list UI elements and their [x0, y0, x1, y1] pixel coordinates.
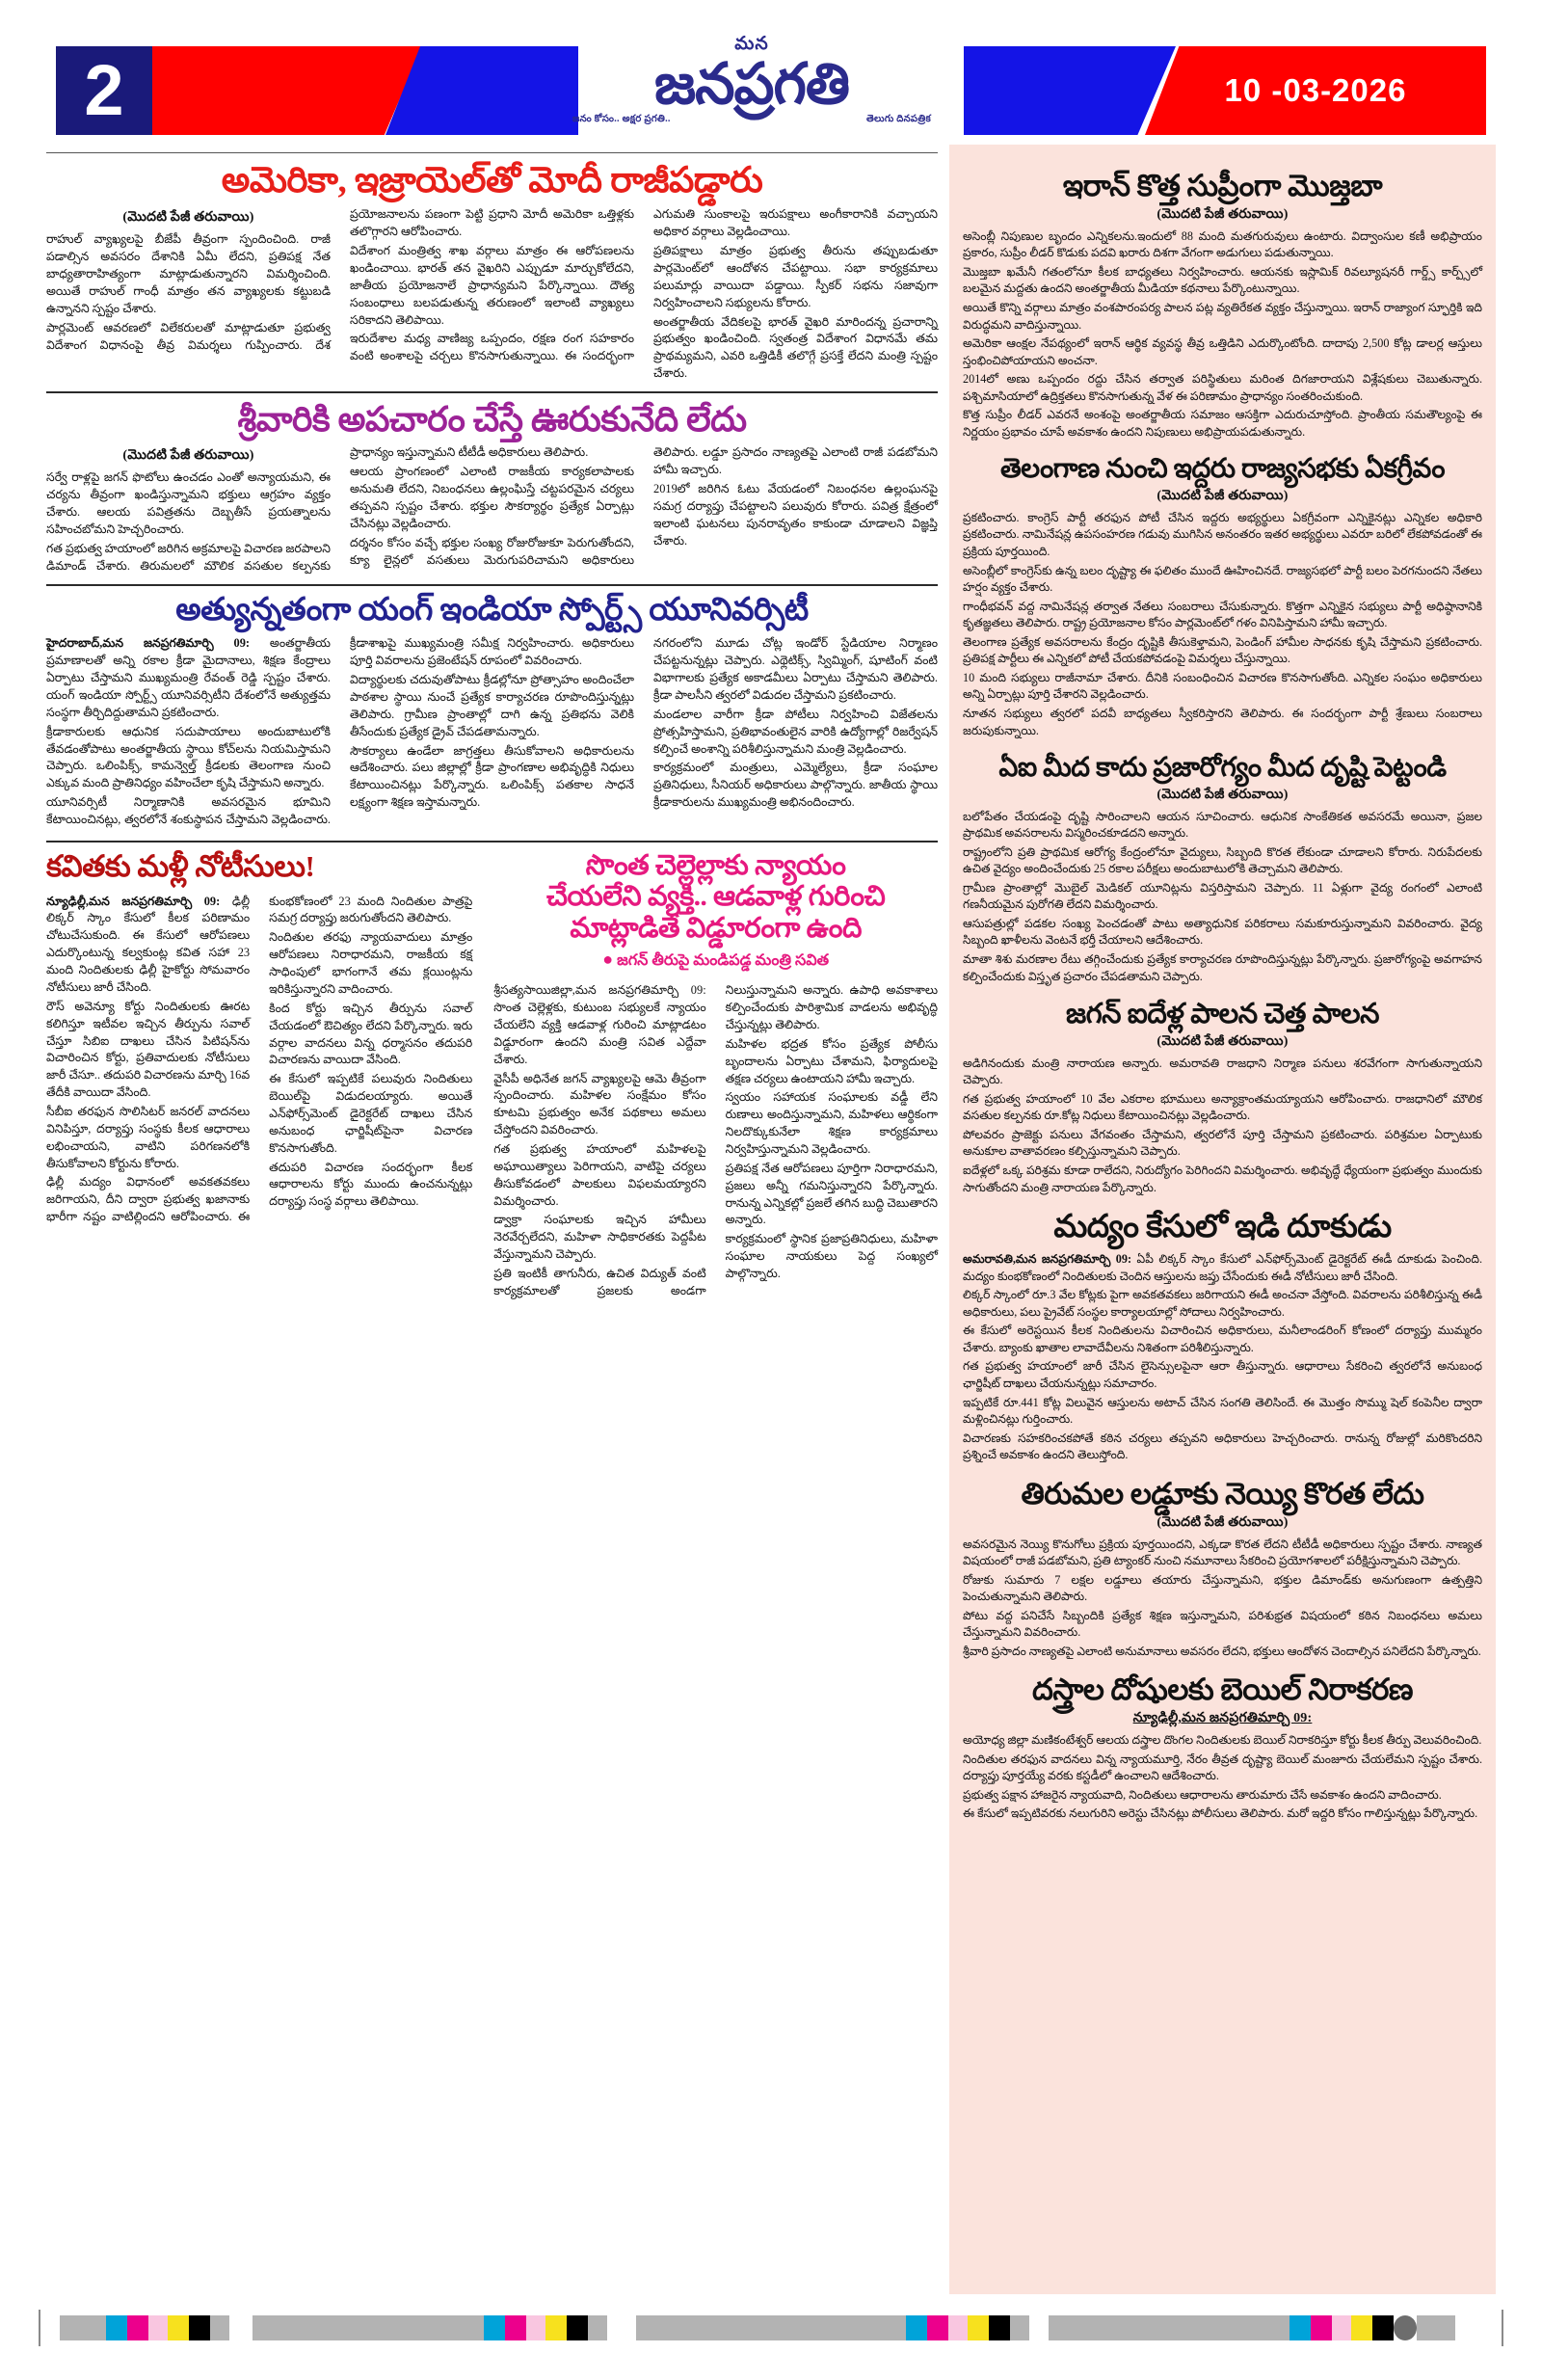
headline-jagan-five-year-rule: జగన్ ఐదేళ్ల పాలన చెత్త పాలన	[1066, 999, 1379, 1030]
cb-magenta-4	[1311, 2315, 1332, 2340]
cb-magenta-1	[127, 2315, 148, 2340]
continued-label-iran: (మొదటి పేజీ తరువాయి)	[1156, 206, 1289, 222]
cb-gray-1	[60, 2315, 106, 2340]
story-bail-rejected	[963, 1673, 1482, 1825]
logo-title-text: జనప్రగతి	[653, 52, 850, 116]
dateline-ed: అమరావతి,మన జనప్రగతిమార్చి 09:	[963, 1252, 1132, 1267]
headline-kavitha-notices: కవితకు మళ్లీ నోటీసులు!	[46, 848, 315, 883]
cb-black-1	[189, 2315, 210, 2340]
cb-black-4	[1372, 2315, 1394, 2340]
cb-cyan-4	[1289, 2315, 1311, 2340]
cb-black-3	[989, 2315, 1010, 2340]
story-kavitha-notices	[46, 850, 472, 1300]
story-body-1: రాహుల్ వ్యాఖ్యలపై బీజేపీ తీవ్రంగా స్పందించింది. రాజీ పడాల్సిన అవసరం దేశానికి ఏమీ లేదని, ప్రతిపక్ష నేత బాధ్యతారాహిత్యంగా మాట్లాడుతున్నారని విమర్శించింది. అయితే రాహుల్ గాంధీ మాత్రం తన వ్యాఖ్యలకు కట్టుబడి ఉన్నానని స్పష్టం చేశారు. పార్లమెంట్ ఆవరణలో విలేకరులతో మాట్లాడుతూ ప్రభుత్వ విదేశాంగ విధానంపై తీవ్ర విమర్శలు గుప్పించారు. దేశ ప్రయోజనాలను పణంగా పెట్టి ప్రధాని మోదీ అమెరికా ఒత్తిళ్లకు తలొగ్గారని ఆరోపించారు. విదేశాంగ మంత్రిత్వ శాఖ వర్గాలు మాత్రం ఈ ఆరోపణలను ఖండించాయి. భారత్ తన వైఖరిని ఎప్పుడూ మార్చుకోలేదని, జాతీయ ప్రయోజనాలే ప్రాధాన్యమని పేర్కొన్నాయి. దౌత్య సంబంధాలు బలపడుతున్న తరుణంలో ఇలాంటి వ్యాఖ్యలు సరికాదని తెలిపాయి. ఇరుదేశాల మధ్య వాణిజ్య ఒప్పందం, రక్షణ రంగ సహకారం వంటి అంశాలపై చర్చలు కొనసాగుతున్నాయి. ఈ సందర్భంగా ఎగుమతి సుంకాలపై ఇరుపక్షాలు అంగీకారానికి వచ్చాయని అధికార వర్గాలు వెల్లడించాయి. ప్రతిపక్షాలు మాత్రం ప్రభుత్వ తీరును తప్పుబడుతూ పార్లమెంట్‌లో ఆందోళన చేపట్టాయి. సభా కార్యక్రమాలు పలుమార్లు వాయిదా పడ్డాయి. స్పీకర్ సభను సజావుగా నిర్వహించాలని సభ్యులను కోరారు. అంతర్జాతీయ వేదికలపై భారత్ వైఖరి మారిందన్న ప్రచారాన్ని ప్రభుత్వం ఖండించింది. స్వతంత్ర విదేశాంగ విధానమే తమ ప్రాథమ్యమని, ఎవరి ఒత్తిడికీ తలొగ్గే ప్రసక్తే లేదని మంత్రి స్పష్టం చేశారు.	[46, 207, 938, 381]
story-body-ed: అమరావతి,మన జనప్రగతిమార్చి 09: ఏపీ లిక్కర్ స్కాం కేసులో ఎన్‌ఫోర్స్‌మెంట్ డైరెక్టరేట్ ఈడీ దూకుడు పెంచింది. మద్యం కుంభకోణంలో నిందితులకు చెందిన ఆస్తులను జప్తు చేసేందుకు ఈడీ నోటీసులు జారీ చేసింది. లిక్కర్ స్కాంలో రూ.3 వేల కోట్లకు పైగా అవకతవకలు జరిగాయని ఈడీ అంచనా వేస్తోంది. వివరాలను పరిశీలిస్తున్న ఈడీ అధికారులు, పలు ప్రైవేట్ సంస్థల కార్యాలయాల్లో సోదాలు నిర్వహించారు. ఈ కేసులో అరెస్టయిన కీలక నిందితులను విచారించిన అధికారులు, మనీలాండరింగ్ కోణంలో దర్యాప్తు ముమ్మరం చేశారు. బ్యాంకు ఖాతాల లావాదేవీలను నిశితంగా పరిశీలిస్తున్నారు. గత ప్రభుత్వ హయాంలో జారీ చేసిన లైసెన్సులపైనా ఆరా తీస్తున్నారు. ఆధారాలు సేకరించి త్వరలోనే అనుబంధ ఛార్జిషీట్ దాఖలు చేయనున్నట్లు సమాచారం. ఇప్పటికే రూ.441 కోట్ల విలువైన ఆస్తులను అటాచ్ చేసిన సంగతి తెలిసిందే. ఈ మొత్తం సొమ్ము షెల్ కంపెనీల ద్వారా మళ్లించినట్లు గుర్తించారు. విచారణకు సహకరించకపోతే కఠిన చర్యలు తప్పవని అధికారులు హెచ్చరించారు. రానున్న రోజుల్లో మరికొందరిని ప్రశ్నించే అవకాశం ఉందని తెలుస్తోంది.	[963, 1252, 1482, 1462]
headline-modi-us-israel: అమెరికా, ఇజ్రాయెల్‌తో మోదీ రాజీపడ్డారు	[221, 161, 763, 201]
continued-label-health: (మొదటి పేజీ తరువాయి)	[1156, 787, 1289, 802]
cb-yellow-3	[968, 2315, 989, 2340]
story-body-kavitha: న్యూఢిల్లీ,మన జనప్రగతిమార్చి 09: ఢిల్లీ లిక్కర్ స్కాం కేసులో కీలక పరిణామం చోటుచేసుకుంది. ఈ కేసులో ఆరోపణలు ఎదుర్కొంటున్న కల్వకుంట్ల కవిత సహా 23 మంది నిందితులకు ఢిల్లీ హైకోర్టు సోమవారం నోటీసులు జారీ చేసింది. రౌస్ అవెన్యూ కోర్టు నిందితులకు ఊరట కలిగిస్తూ ఇటీవల ఇచ్చిన తీర్పును సవాల్ చేస్తూ సిబిఐ దాఖలు చేసిన పిటిషన్‌ను విచారించిన కోర్టు, ప్రతివాదులకు నోటీసులు జారీ చేసూ.. తదుపరి విచారణను మార్చి 16వ తేదీకి వాయిదా వేసింది. సీబీఐ తరఫున సొలిసిటర్ జనరల్ వాదనలు వినిపిస్తూ, దర్యాప్తు సంస్థకు కీలక ఆధారాలు లభించాయని, వాటిని పరిగణనలోకి తీసుకోవాలని కోర్టును కోరారు. ఢిల్లీ మద్యం విధానంలో అవకతవకలు జరిగాయని, దీని ద్వారా ప్రభుత్వ ఖజానాకు భారీగా నష్టం వాటిల్లిందని ఆరోపించారు. ఈ కుంభకోణంలో 23 మంది నిందితుల పాత్రపై సమగ్ర దర్యాప్తు జరుగుతోందని తెలిపారు. నిందితుల తరఫు న్యాయవాదులు మాత్రం ఆరోపణలు నిరాధారమని, రాజకీయ కక్ష సాధింపులో భాగంగానే తమ క్లయింట్లను ఇరికిస్తున్నారని వాదించారు. కింద కోర్టు ఇచ్చిన తీర్పును సవాల్ చేయడంలో ఔచిత్యం లేదని పేర్కొన్నారు. ఇరు వర్గాల వాదనలు విన్న ధర్మాసనం తదుపరి విచారణను వాయిదా వేసింది. ఈ కేసులో ఇప్పటికే పలువురు నిందితులు బెయిల్‌పై విడుదలయ్యారు. అయితే ఎన్‌ఫోర్స్‌మెంట్ డైరెక్టరేట్ దాఖలు చేసిన అనుబంధ ఛార్జిషీట్‌పైనా విచారణ కొనసాగుతోంది. తదుపరి విచారణ సందర్భంగా కీలక ఆధారాలను కోర్టు ముందు ఉంచనున్నట్లు దర్యాప్తు సంస్థ వర్గాలు తెలిపాయి.	[46, 894, 473, 1224]
continued-label-rajyasabha: (మొదటి పేజీ తరువాయి)	[1156, 488, 1289, 503]
story-body-health: బలోపేతం చేయడంపై దృష్టి సారించాలని ఆయన సూచించారు. ఆధునిక సాంకేతికత అవసరమే అయినా, ప్రజల ప్రాథమిక అవసరాలను విస్మరించకూడదని అన్నారు. రాష్ట్రంలోని ప్రతి ప్రాథమిక ఆరోగ్య కేంద్రంలోనూ వైద్యులు, సిబ్బంది కొరత లేకుండా చూడాలని కోరారు. నిరుపేదలకు ఉచిత వైద్యం అందించేందుకు 25 రకాల పరీక్షలు అందుబాటులోకి తెచ్చామని తెలిపారు. గ్రామీణ ప్రాంతాల్లో మొబైల్ మెడికల్ యూనిట్లను విస్తరిస్తామని చెప్పారు. 11 ఏళ్లుగా వైద్య రంగంలో ఎలాంటి గణనీయమైన పురోగతి లేదని విమర్శించారు. ఆసుపత్రుల్లో పడకల సంఖ్య పెంచడంతో పాటు అత్యాధునిక పరికరాలు సమకూరుస్తున్నామని వివరించారు. వైద్య సిబ్బంది ఖాళీలను వెంటనే భర్తీ చేయాలని ఆదేశించారు. మాతా శిశు మరణాల రేటు తగ్గించేందుకు ప్రత్యేక కార్యాచరణ రూపొందిస్తున్నట్లు పేర్కొన్నారు. ప్రజారోగ్యంపై అవగాహన కల్పించేందుకు విస్తృత ప్రచారం చేపడతామని చెప్పారు.	[963, 809, 1482, 983]
cb-yellow-2	[545, 2315, 567, 2340]
logo-prefix-text: మన	[734, 34, 769, 54]
story-modi-us-israel	[46, 152, 938, 383]
story-minister-savitha	[493, 850, 938, 1300]
publication-date: 10 -03-2026	[1224, 72, 1407, 108]
left-news-zone	[46, 145, 938, 2294]
headline-ai-public-health: ఏఐ మీద కాదు ప్రజారోగ్యం మీద దృష్టి పెట్టండి	[998, 753, 1447, 784]
headline-iran-supreme-leader: ఇరాన్ కొత్త సుప్రీంగా మొజ్తబా	[1062, 169, 1383, 202]
right-news-zone	[949, 145, 1496, 2294]
dateline-kavitha: న్యూఢిల్లీ,మన జనప్రగతిమార్చి 09:	[46, 894, 221, 908]
bottom-stories-row	[46, 850, 938, 1300]
dateline-3: హైదరాబాద్,మన జనప్రగతిమార్చి 09:	[46, 636, 251, 651]
story-young-india-sports-university	[46, 584, 938, 829]
cb-black-2	[567, 2315, 588, 2340]
continued-label-tirumala: (మొదటి పేజీ తరువాయి)	[1156, 1514, 1289, 1530]
headline-minister-savitha-line2: చేయలేని వ్యక్తి.. ఆడవాళ్ల గురించి	[545, 881, 886, 913]
headline-ed-liquor-case: మద్యం కేసులో ఇడి దూకుడు	[1053, 1210, 1392, 1245]
headline-telangana-rajyasabha: తెలంగాణ నుంచి ఇద్దరు రాజ్యసభకు ఏకగ్రీవం	[999, 454, 1446, 485]
cb-gray-3b	[1010, 2315, 1029, 2340]
cb-lightmagenta-4	[1332, 2315, 1351, 2340]
cmyk-registration-bar	[0, 2315, 1542, 2340]
cb-gray-2b	[588, 2315, 607, 2340]
cb-lightmagenta-1	[148, 2315, 168, 2340]
kicker-minister-savitha: ● జగన్ తీరుపై మండిపడ్డ మంత్రి సవిత	[602, 949, 830, 970]
cb-cyan-3	[906, 2315, 927, 2340]
cb-cyan-2	[484, 2315, 505, 2340]
headline-tirumala-ghee: తిరుమల లడ్డూకు నెయ్యి కొరత లేదు	[1021, 1476, 1424, 1511]
story-srivari-apacharam	[46, 391, 938, 575]
headline-bail-rejected: దస్త్రాల దోషులకు బెయిల్ నిరాకరణ	[1031, 1672, 1414, 1707]
cb-yellow-4	[1351, 2315, 1372, 2340]
cb-lightmagenta-3	[948, 2315, 968, 2340]
cb-magenta-2	[505, 2315, 526, 2340]
continued-label-1: (మొదటి పేజీ తరువాయి)	[122, 210, 254, 226]
story-body-tirumala: అవసరమైన నెయ్యి కొనుగోలు ప్రక్రియ పూర్తయిందని, ఎక్కడా కొరత లేదని టీటీడీ అధికారులు స్పష్టం చేశారు. నాణ్యత విషయంలో రాజీ పడబోమని, ప్రతి ట్యాంకర్ నుంచి నమూనాలు సేకరించి ప్రయోగశాలలో పరీక్షిస్తున్నామని చెప్పారు. రోజుకు సుమారు 7 లక్షల లడ్డూలు తయారు చేస్తున్నామని, భక్తుల డిమాండ్‌కు అనుగుణంగా ఉత్పత్తిని పెంచుతున్నామని తెలిపారు. పోటు వద్ద పనిచేసే సిబ్బందికి ప్రత్యేక శిక్షణ ఇస్తున్నామని, పరిశుభ్రత విషయంలో కఠిన నిబంధనలు అమలు చేస్తున్నామని వివరించారు. శ్రీవారి ప్రసాదం నాణ్యతపై ఎలాంటి అనుమానాలు అవసరం లేదని, భక్తులు ఆందోళన చెందాల్సిన పనిలేదని పేర్కొన్నారు.	[963, 1537, 1482, 1658]
page-number: 2	[56, 46, 152, 135]
continued-label-jagan: (మొదటి పేజీ తరువాయి)	[1156, 1033, 1289, 1049]
story-body-bail: అయోధ్య జిల్లా మణికంటేశ్వర్ ఆలయ దస్త్రాల దొంగల నిందితులకు బెయిల్ నిరాకరిస్తూ కోర్టు కీలక తీర్పు వెలువరించింది. నిందితుల తరఫున వాదనలు విన్న న్యాయమూర్తి, నేరం తీవ్రత దృష్ట్యా బెయిల్ మంజూరు చేయలేమని స్పష్టం చేశారు. దర్యాప్తు పూర్తయ్యే వరకు కస్టడీలో ఉంచాలని ఆదేశించారు. ప్రభుత్వ పక్షాన హాజరైన న్యాయవాది, నిందితులు ఆధారాలను తారుమారు చేసే అవకాశం ఉందని వాదించారు. ఈ కేసులో ఇప్పటివరకు నలుగురిని అరెస్టు చేసినట్లు పోలీసులు తెలిపారు. మరో ఇద్దరి కోసం గాలిస్తున్నట్లు పేర్కొన్నారు.	[963, 1733, 1482, 1821]
story-ed-liquor-case	[963, 1210, 1482, 1466]
cb-gray-4b	[1417, 2315, 1455, 2340]
cb-magenta-3	[927, 2315, 948, 2340]
story-ai-public-health	[963, 753, 1482, 987]
masthead-blue-band-right	[964, 46, 1176, 135]
bullet-dot-icon: ●	[602, 949, 614, 970]
registration-mark-right	[1502, 2310, 1503, 2346]
cb-gray-2	[253, 2315, 484, 2340]
headline-minister-savitha-line1: సొంత చెల్లెల్లాకు న్యాయం	[585, 849, 846, 881]
story-body-rajyasabha: ప్రకటించారు. కాంగ్రెస్ పార్టీ తరఫున పోటీ చేసిన ఇద్దరు అభ్యర్థులు ఏకగ్రీవంగా ఎన్నికైనట్లు ఎన్నికల అధికారి ప్రకటించారు. నామినేషన్ల ఉపసంహరణ గడువు ముగిసిన అనంతరం ఇతర అభ్యర్థులు ఎవరూ బరిలో లేకపోవడంతో ఈ ప్రక్రియ పూర్తయింది. అసెంబ్లీలో కాంగ్రెస్‌కు ఉన్న బలం దృష్ట్యా ఈ ఫలితం ముందే ఊహించినదే. రాజ్యసభలో పార్టీ బలం పెరగనుందని నేతలు హర్షం వ్యక్తం చేశారు. గాంధీభవన్ వద్ద నామినేషన్ల తర్వాత నేతలు సంబరాలు చేసుకున్నారు. కొత్తగా ఎన్నికైన సభ్యులు పార్టీ అధిష్ఠానానికి కృతజ్ఞతలు తెలిపారు. రాష్ట్ర ప్రయోజనాల కోసం పార్లమెంట్‌లో గళం వినిపిస్తామని హామీ ఇచ్చారు. తెలంగాణ ప్రత్యేక అవసరాలను కేంద్రం దృష్టికి తీసుకెళ్తామని, పెండింగ్ హామీల సాధనకు కృషి చేస్తామని ప్రకటించారు. ప్రతిపక్ష పార్టీలు ఈ ఎన్నికలో పోటీ చేయకపోవడంపై విమర్శలు చేస్తున్నాయి. 10 మంది సభ్యులు రాజీనామా చేశారు. దీనికి సంబంధించిన విచారణ కొనసాగుతోంది. ఎన్నికల సంఘం అధికారులు అన్ని ఏర్పాట్లు పూర్తి చేశారని వెల్లడించారు. నూతన సభ్యులు త్వరలో పదవీ బాధ్యతలు స్వీకరిస్తారని తెలిపారు. ఈ సందర్భంగా పార్టీ శ్రేణులు సంబరాలు జరుపుకున్నాయి.	[963, 510, 1482, 737]
logo-tagline-left: జనం కోసం.. అక్షర ప్రగతి..	[572, 114, 671, 124]
continued-label-2: (మొదటి పేజీ తరువాయి)	[122, 448, 254, 464]
cb-cyan-1	[106, 2315, 127, 2340]
cb-gray-4	[1049, 2315, 1289, 2340]
logo-tagline-right: తెలుగు దినపత్రిక	[865, 114, 931, 124]
cb-gray-1b	[210, 2315, 229, 2340]
dateline-bail: న్యూఢిల్లీ,మన జనప్రగతిమార్చి 09:	[1132, 1711, 1313, 1726]
cb-yellow-1	[168, 2315, 189, 2340]
cb-lightmagenta-2	[526, 2315, 545, 2340]
story-body-2: సర్వే రాళ్లపై జగన్ ఫొటోలు ఉంచడం ఎంతో అన్యాయమని, ఈ చర్యను తీవ్రంగా ఖండిస్తున్నామని భక్తులు ఆగ్రహం వ్యక్తం చేశారు. ఆలయ పవిత్రతను దెబ్బతీసే ప్రయత్నాలను సహించబోమని హెచ్చరించారు. గత ప్రభుత్వ హయాంలో జరిగిన అక్రమాలపై విచారణ జరపాలని డిమాండ్ చేశారు. తిరుమలలో మౌలిక వసతుల కల్పనకు ప్రాధాన్యం ఇస్తున్నామని టీటీడీ అధికారులు తెలిపారు. ఆలయ ప్రాంగణంలో ఎలాంటి రాజకీయ కార్యకలాపాలకు అనుమతి లేదని, నిబంధనలు ఉల్లంఘిస్తే చట్టపరమైన చర్యలు తప్పవని స్పష్టం చేశారు. భక్తుల సౌకర్యార్థం ప్రత్యేక ఏర్పాట్లు చేసినట్లు వెల్లడించారు. దర్శనం కోసం వచ్చే భక్తుల సంఖ్య రోజురోజుకూ పెరుగుతోందని, క్యూ లైన్లలో వసతులు మెరుగుపరిచామని అధికారులు తెలిపారు. లడ్డూ ప్రసాదం నాణ్యతపై ఎలాంటి రాజీ పడబోమని హామీ ఇచ్చారు. 2019లో జరిగిన ఓటు వేయడంలో నిబంధనల ఉల్లంఘనపై సమగ్ర దర్యాప్తు చేపట్టాలని పలువురు కోరారు. పవిత్ర క్షేత్రంలో ఇలాంటి ఘటనలు పునరావృతం కాకుండా చూడాలని విజ్ఞప్తి చేశారు.	[46, 445, 938, 573]
cb-dot-gray	[1394, 2315, 1417, 2340]
story-body-iran: అసెంబ్లీ నిపుణుల బృందం ఎన్నికలను.ఇందులో 88 మంది మతగురువులు ఉంటారు. విద్వాంసుల కణీ అభిప్రాయం ప్రకారం, సుప్రీం లీడర్ కొడుకు పదవి ఖరారు దిశగా వేగంగా అడుగులు పడుతున్నాయి. మొజ్తబా ఖమేనీ గతంలోనూ కీలక బాధ్యతలు నిర్వహించారు. ఆయనకు ఇస్లామిక్ రివల్యూషనరీ గార్డ్స్ కార్ప్స్‌లో బలమైన మద్దతు ఉందని అంతర్జాతీయ మీడియా కథనాలు పేర్కొంటున్నాయి. అయితే కొన్ని వర్గాలు మాత్రం వంశపారంపర్య పాలన పట్ల వ్యతిరేకత వ్యక్తం చేస్తున్నాయి. ఇరాన్ రాజ్యాంగ స్ఫూర్తికి ఇది విరుద్ధమని వాదిస్తున్నాయి. అమెరికా ఆంక్షల నేపథ్యంలో ఇరాన్ ఆర్థిక వ్యవస్థ తీవ్ర ఒత్తిడిని ఎదుర్కొంటోంది. దాదాపు 2,500 కోట్ల డాలర్ల ఆస్తులు స్తంభించిపోయాయని అంచనా. 2014లో అణు ఒప్పందం రద్దు చేసిన తర్వాత పరిస్థితులు మరింత దిగజారాయని విశ్లేషకులు చెబుతున్నారు. పశ్చిమాసియాలో ఉద్రిక్తతలు కొనసాగుతున్న వేళ ఈ పరిణామం ప్రాధాన్యం సంతరించుకుంది. కొత్త సుప్రీం లీడర్ ఎవరనే అంశంపై అంతర్జాతీయ సమాజం ఆసక్తిగా ఎదురుచూస్తోంది. ప్రాంతీయ సమతౌల్యంపై ఈ నిర్ణయం ప్రభావం చూపే అవకాశం ఉందని నిపుణులు అభిప్రాయపడుతున్నారు.	[963, 228, 1482, 439]
headline-srivari-apacharam: శ్రీవారికి అపచారం చేస్తే ఊరుకునేది లేదు	[237, 400, 747, 440]
story-body-jagan: అడిగినందుకు మంత్రి నారాయణ అన్నారు. అమరావతి రాజధాని నిర్మాణ పనులు శరవేగంగా సాగుతున్నాయని చెప్పారు. గత ప్రభుత్వ హయాంలో 10 వేల ఎకరాల భూములు అన్యాక్రాంతమయ్యాయని ఆరోపించారు. రాజధానిలో మౌలిక వసతుల కల్పనకు రూ.కోట్ల నిధులు కేటాయించినట్లు వెల్లడించారు. పోలవరం ప్రాజెక్టు పనులు వేగవంతం చేస్తామని, త్వరలోనే పూర్తి చేస్తామని ప్రకటించారు. పరిశ్రమల ఏర్పాటుకు అనుకూల వాతావరణం కల్పిస్తున్నామని చెప్పారు. ఐదేళ్లలో ఒక్క పరిశ్రమ కూడా రాలేదని, నిరుద్యోగం పెరిగిందని విమర్శించారు. అభివృద్ధే ధ్యేయంగా ప్రభుత్వం ముందుకు సాగుతోందని మంత్రి నారాయణ పేర్కొన్నారు.	[963, 1056, 1482, 1194]
story-tirumala-ghee	[963, 1478, 1482, 1663]
masthead-red-band-left	[152, 46, 422, 135]
story-iran-supreme-leader	[963, 170, 1482, 442]
story-body-savitha: శ్రీసత్యసాయిజిల్లా,మన జనప్రగతిమార్చి 09: సొంత చెల్లెళ్లకు, కుటుంబ సభ్యులకే న్యాయం చేయలేని వ్యక్తి ఆడవాళ్ల గురించి మాట్లాడటం విడ్డూరంగా ఉందని మంత్రి సవిత ఎద్దేవా చేశారు. వైసీపీ అధినేత జగన్ వ్యాఖ్యలపై ఆమె తీవ్రంగా స్పందించారు. మహిళల సంక్షేమం కోసం కూటమి ప్రభుత్వం అనేక పథకాలు అమలు చేస్తోందని వివరించారు. గత ప్రభుత్వ హయాంలో మహిళలపై అఘాయిత్యాలు పెరిగాయని, వాటిపై చర్యలు తీసుకోవడంలో పాలకులు విఫలమయ్యారని విమర్శించారు. డ్వాక్రా సంఘాలకు ఇచ్చిన హామీలు నెరవేర్చలేదని, మహిళా సాధికారతకు పెద్దపీట వేస్తున్నామని చెప్పారు. ప్రతి ఇంటికీ తాగునీరు, ఉచిత విద్యుత్ వంటి కార్యక్రమాలతో ప్రజలకు అండగా నిలుస్తున్నామని అన్నారు. ఉపాధి అవకాశాలు కల్పించేందుకు పారిశ్రామిక వాడలను అభివృద్ధి చేస్తున్నట్లు తెలిపారు. మహిళల భద్రత కోసం ప్రత్యేక పోలీసు బృందాలను ఏర్పాటు చేశామని, ఫిర్యాదులపై తక్షణ చర్యలు ఉంటాయని హామీ ఇచ్చారు. స్వయం సహాయక సంఘాలకు వడ్డీ లేని రుణాలు అందిస్తున్నామని, మహిళలు ఆర్థికంగా నిలదొక్కుకునేలా శిక్షణ కార్యక్రమాలు నిర్వహిస్తున్నామని వెల్లడించారు. ప్రతిపక్ష నేత ఆరోపణలు పూర్తిగా నిరాధారమని, ప్రజలు అన్నీ గమనిస్తున్నారని పేర్కొన్నారు. రానున్న ఎన్నికల్లో ప్రజలే తగిన బుద్ధి చెబుతారని అన్నారు. కార్యక్రమంలో స్థానిక ప్రజాప్రతినిధులు, మహిళా సంఘాల నాయకులు పెద్ద సంఖ్యలో పాల్గొన్నారు.	[493, 983, 938, 1297]
headline-minister-savitha-line3: మాట్లాడితే విడ్డూరంగా ఉంది	[570, 912, 862, 944]
story-body-3: హైదరాబాద్,మన జనప్రగతిమార్చి 09: అంతర్జాతీయ ప్రమాణాలతో అన్ని రకాల క్రీడా మైదానాలు, శిక్షణ కేంద్రాలు ఏర్పాటు చేస్తామని ముఖ్యమంత్రి రేవంత్ రెడ్డి స్పష్టం చేశారు. యంగ్ ఇండియా స్పోర్ట్స్ యూనివర్సిటీని దేశంలోనే అత్యుత్తమ సంస్థగా తీర్చిదిద్దుతామని ప్రకటించారు. క్రీడాకారులకు ఆధునిక సదుపాయాలు అందుబాటులోకి తేవడంతోపాటు అంతర్జాతీయ స్థాయి కోచ్‌లను నియమిస్తామని చెప్పారు. ఒలింపిక్స్, కామన్వెల్త్ క్రీడలకు తెలంగాణ నుంచి ఎక్కువ మంది ప్రాతినిధ్యం వహించేలా కృషి చేస్తామని అన్నారు. యూనివర్సిటీ నిర్మాణానికి అవసరమైన భూమిని కేటాయించినట్లు, త్వరలోనే శంకుస్థాపన చేస్తామని వెల్లడించారు. క్రీడాశాఖపై ముఖ్యమంత్రి సమీక్ష నిర్వహించారు. అధికారులు పూర్తి వివరాలను ప్రజెంటేషన్ రూపంలో వివరించారు. విద్యార్థులకు చదువుతోపాటు క్రీడల్లోనూ ప్రోత్సాహం అందించేలా పాఠశాల స్థాయి నుంచే ప్రత్యేక కార్యాచరణ రూపొందిస్తున్నట్లు తెలిపారు. గ్రామీణ ప్రాంతాల్లో దాగి ఉన్న ప్రతిభను వెలికి తీసేందుకు ప్రత్యేక డ్రైవ్ చేపడతామన్నారు. సౌకర్యాలు ఉండేలా జాగ్రత్తలు తీసుకోవాలని అధికారులను ఆదేశించారు. పలు జిల్లాల్లో క్రీడా ప్రాంగణాల అభివృద్ధికి నిధులు కేటాయించినట్లు పేర్కొన్నారు. ఒలింపిక్స్ పతకాల సాధనే లక్ష్యంగా శిక్షణ ఇస్తామన్నారు. నగరంలోని మూడు చోట్ల ఇండోర్ స్టేడియాల నిర్మాణం చేపట్టనున్నట్లు చెప్పారు. ఎథ్లెటిక్స్, స్విమ్మింగ్, షూటింగ్ వంటి విభాగాలకు ప్రత్యేక అకాడమీలు ఏర్పాటు చేస్తామని తెలిపారు. క్రీడా పాలసీని త్వరలో విడుదల చేస్తామని ప్రకటించారు. మండలాల వారీగా క్రీడా పోటీలు నిర్వహించి విజేతలను ప్రోత్సహిస్తామని, ప్రతిభావంతులైన వారికి ఉద్యోగాల్లో రిజర్వేషన్ కల్పించే అంశాన్ని పరిశీలిస్తున్నామని మంత్రి వెల్లడించారు. కార్యక్రమంలో మంత్రులు, ఎమ్మెల్యేలు, క్రీడా సంఘాల ప్రతినిధులు, సీనియర్ అధికారులు పాల్గొన్నారు. జాతీయ స్థాయి క్రీడాకారులను ముఖ్యమంత్రి అభినందించారు.	[46, 636, 938, 827]
headline-young-india-sports-university: అత్యున్నతంగా యంగ్ ఇండియా స్పోర్ట్స్ యూనివర్సిటీ	[175, 592, 809, 628]
registration-mark-left	[39, 2310, 40, 2346]
masthead	[0, 34, 1542, 135]
cb-gray-3	[636, 2315, 906, 2340]
page-body	[0, 145, 1542, 2313]
story-jagan-five-year-rule	[963, 999, 1482, 1198]
masthead-logo	[540, 35, 964, 150]
story-telangana-rajyasabha	[963, 454, 1482, 741]
